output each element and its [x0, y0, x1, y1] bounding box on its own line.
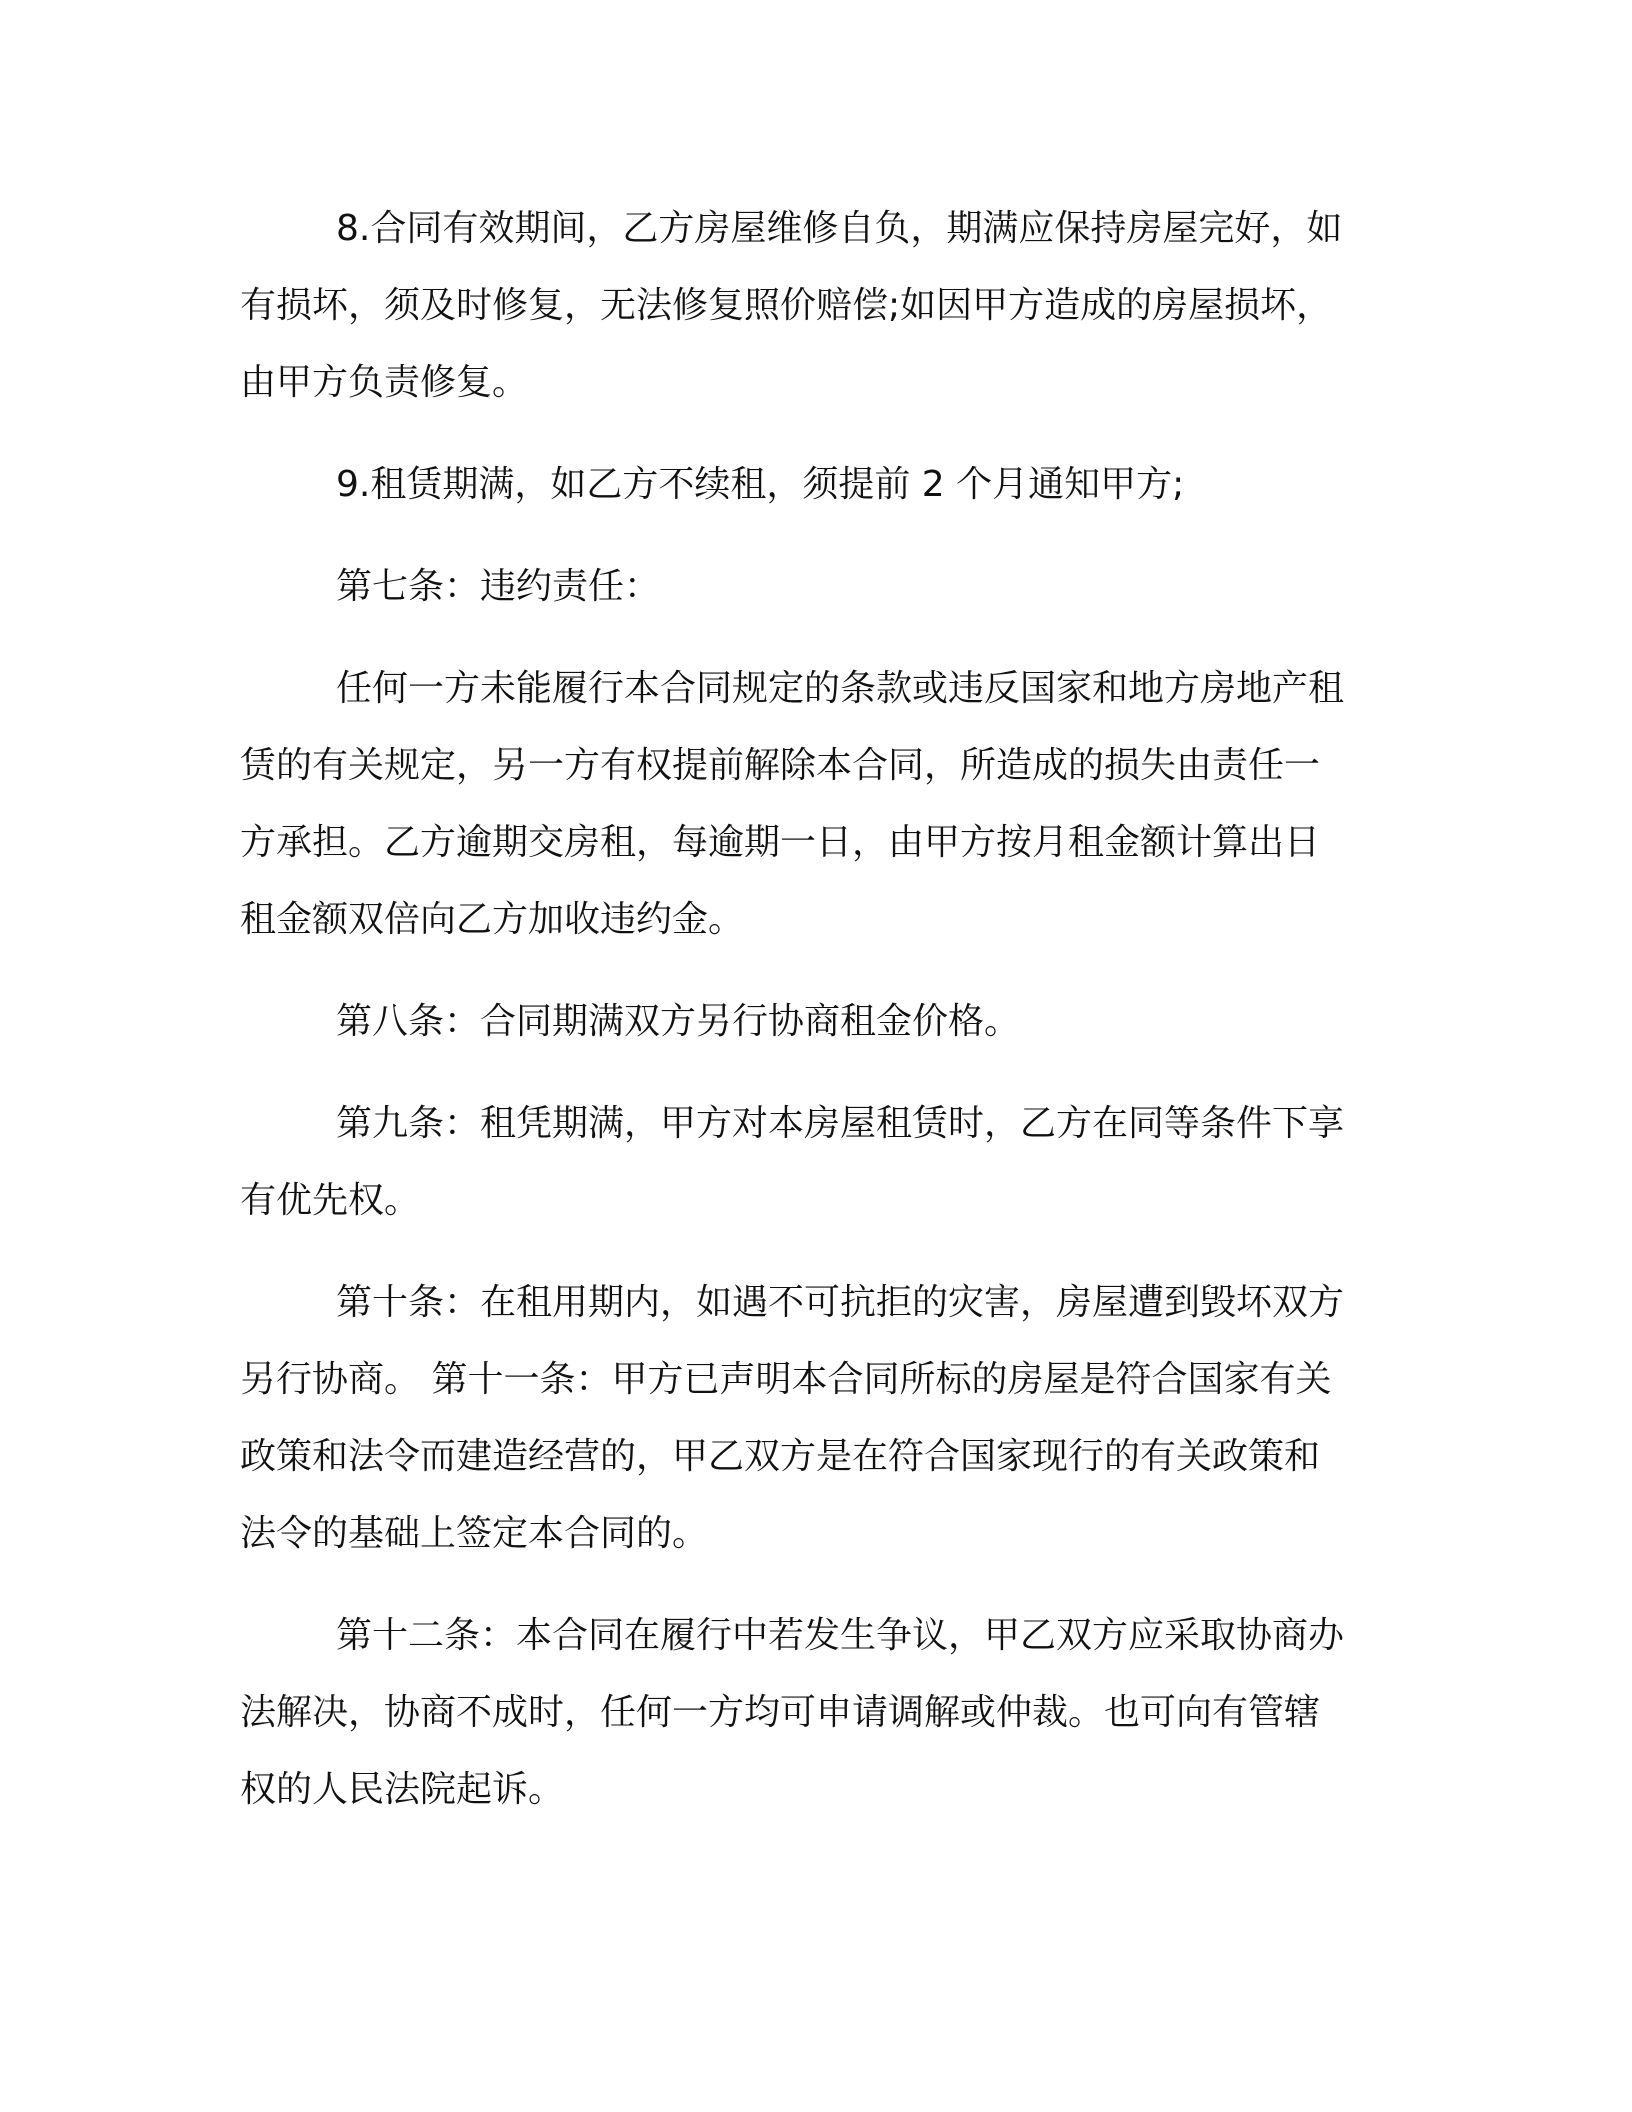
paragraph-line: 第九条：租凭期满，甲方对本房屋租赁时，乙方在同等条件下享	[336, 1103, 1345, 1144]
paragraph-line: 由甲方负责修复。	[240, 362, 529, 403]
paragraph-article-12	[240, 1597, 1380, 1828]
paragraph-line: 任何一方未能履行本合同规定的条款或违反国家和地方房地产租	[336, 668, 1345, 709]
paragraph-line: 第八条：合同期满双方另行协商租金价格。	[336, 1001, 1021, 1042]
paragraph-line: 8.合同有效期间，乙方房屋维修自负，期满应保持房屋完好，如	[336, 208, 1343, 249]
paragraph-line: 第十二条：本合同在履行中若发生争议，甲乙双方应采取协商办	[336, 1615, 1345, 1656]
paragraph-article-7-body	[240, 650, 1380, 958]
paragraph-clause-8-repair	[240, 190, 1380, 421]
paragraph-line: 9.租赁期满，如乙方不续租，须提前 2 个月通知甲方;	[336, 464, 1185, 505]
paragraph-line: 租金额双倍向乙方加收违约金。	[240, 899, 745, 940]
paragraph-line: 政策和法令而建造经营的，甲乙双方是在符合国家现行的有关政策和	[240, 1436, 1321, 1477]
paragraph-line: 法令的基础上签定本合同的。	[240, 1513, 709, 1554]
paragraph-line: 权的人民法院起诉。	[240, 1769, 565, 1810]
document-body	[240, 190, 1380, 1853]
paragraph-line: 方承担。乙方逾期交房租，每逾期一日，由甲方按月租金额计算出日	[240, 822, 1321, 863]
paragraph-article-9	[240, 1085, 1380, 1239]
paragraph-line: 第十条：在租用期内，如遇不可抗拒的灾害，房屋遭到毁坏双方	[336, 1282, 1345, 1323]
paragraph-line: 赁的有关规定，另一方有权提前解除本合同，所造成的损失由责任一	[240, 745, 1321, 786]
paragraph-line: 第七条：违约责任：	[336, 566, 661, 607]
paragraph-line: 有优先权。	[240, 1180, 421, 1221]
paragraph-line: 法解决，协商不成时，任何一方均可申请调解或仲裁。也可向有管辖	[240, 1692, 1321, 1733]
paragraph-article-8	[240, 983, 1380, 1060]
paragraph-article-10-11	[240, 1264, 1380, 1572]
article-7-heading	[240, 548, 1380, 625]
paragraph-line: 另行协商。 第十一条：甲方已声明本合同所标的房屋是符合国家有关	[240, 1359, 1332, 1400]
paragraph-line: 有损坏，须及时修复，无法修复照价赔偿;如因甲方造成的房屋损坏，	[240, 285, 1333, 326]
paragraph-clause-9-notice	[240, 446, 1380, 523]
